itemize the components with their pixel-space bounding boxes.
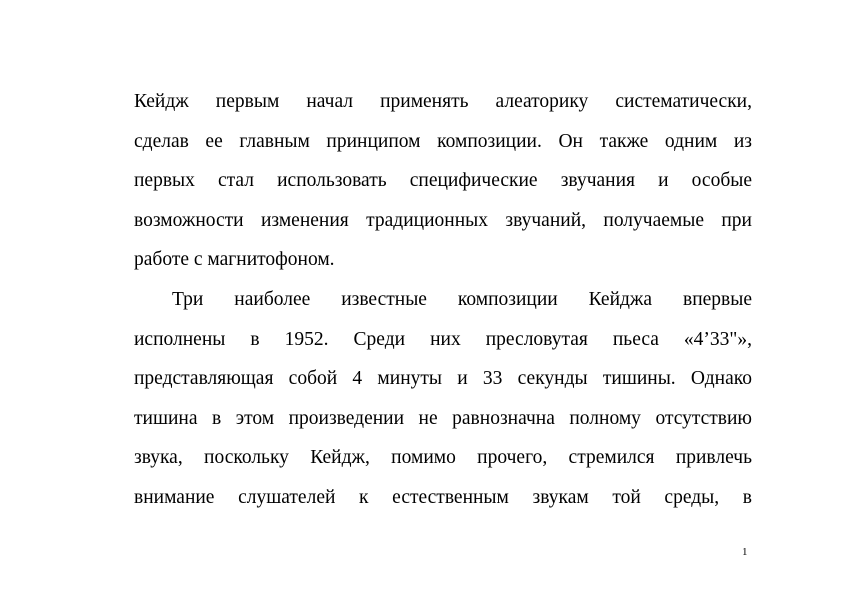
text-line: исполнены в 1952. Среди них пресловутая пьеса «4’33"», [134, 328, 752, 350]
text-line-indented: Три наиболее известные композиции Кейджа впервые [172, 288, 752, 310]
text-line: Кейдж первым начал применять алеаторику систематически, [134, 91, 752, 112]
text-line: работе с магнитофоном. [134, 249, 335, 271]
body-text [134, 82, 752, 518]
text-line: представляющая собой 4 минуты и 33 секунды тишины. Однако [134, 368, 752, 390]
text-line: первых стал использовать специфические звучания и особые [134, 170, 752, 192]
page-number: 1 [742, 546, 748, 558]
text-line: возможности изменения традиционных звучаний, получаемые при [134, 209, 752, 231]
text-line: внимание слушателей к естественным звукам той среды, в [134, 486, 752, 508]
text-line: тишина в этом произведении не равнозначна полному отсутствию [134, 407, 752, 429]
text-line: сделав ее главным принципом композиции. Он также одним из [134, 130, 752, 152]
text-line: звука, поскольку Кейдж, помимо прочего, стремился привлечь [134, 447, 752, 469]
